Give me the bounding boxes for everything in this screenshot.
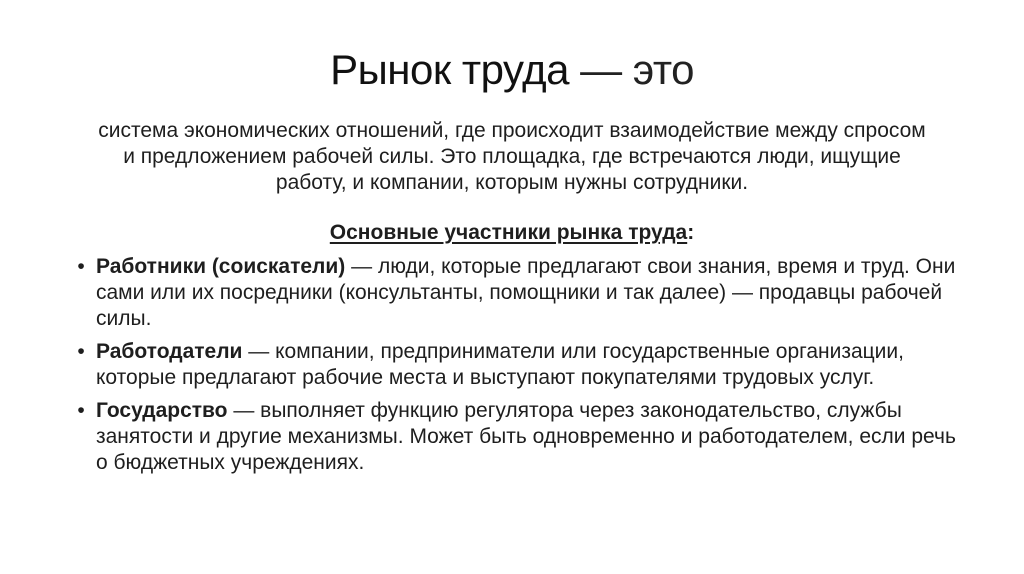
list-item-term: Государство bbox=[96, 399, 228, 422]
list-item-term: Работники (соискатели) bbox=[96, 255, 346, 278]
section-subheading bbox=[0, 220, 1024, 246]
list-item bbox=[77, 398, 956, 476]
list-item bbox=[77, 339, 956, 391]
bullet-marker: • bbox=[77, 399, 85, 422]
bullet-marker: • bbox=[77, 340, 85, 363]
section-subheading-text: Основные участники рынка труда bbox=[329, 221, 688, 244]
slide-title-rest: — это bbox=[568, 46, 694, 93]
bullet-marker: • bbox=[77, 255, 85, 278]
list-item-term: Работодатели bbox=[96, 340, 243, 363]
slide-title bbox=[0, 44, 1024, 96]
list-item bbox=[77, 254, 956, 332]
list-item-text: — компании, предприниматели или государственные организации, которые предлагают рабочие места и выступают покупателями трудовых услуг. bbox=[96, 340, 904, 389]
list-item-text: — люди, которые предлагают свои знания, время и труд. Они сами или их посредники (консультанты, помощники и так далее) — продавцы рабочей силы. bbox=[96, 255, 956, 330]
intro-paragraph: система экономических отношений, где происходит взаимодействие между спросом и предложением рабочей силы. Это площадка, где встречаются люди, ищущие работу, и компании, которым нужны сотрудники. bbox=[98, 119, 926, 194]
list-item-text: — выполняет функцию регулятора через законодательство, службы занятости и другие механизмы. Может быть одновременно и работодателем, если речь о бюджетных учреждениях. bbox=[96, 399, 956, 474]
section-subheading-colon: : bbox=[687, 221, 695, 244]
slide-title-main: Рынок труда bbox=[330, 46, 569, 93]
participants-list bbox=[77, 254, 956, 483]
